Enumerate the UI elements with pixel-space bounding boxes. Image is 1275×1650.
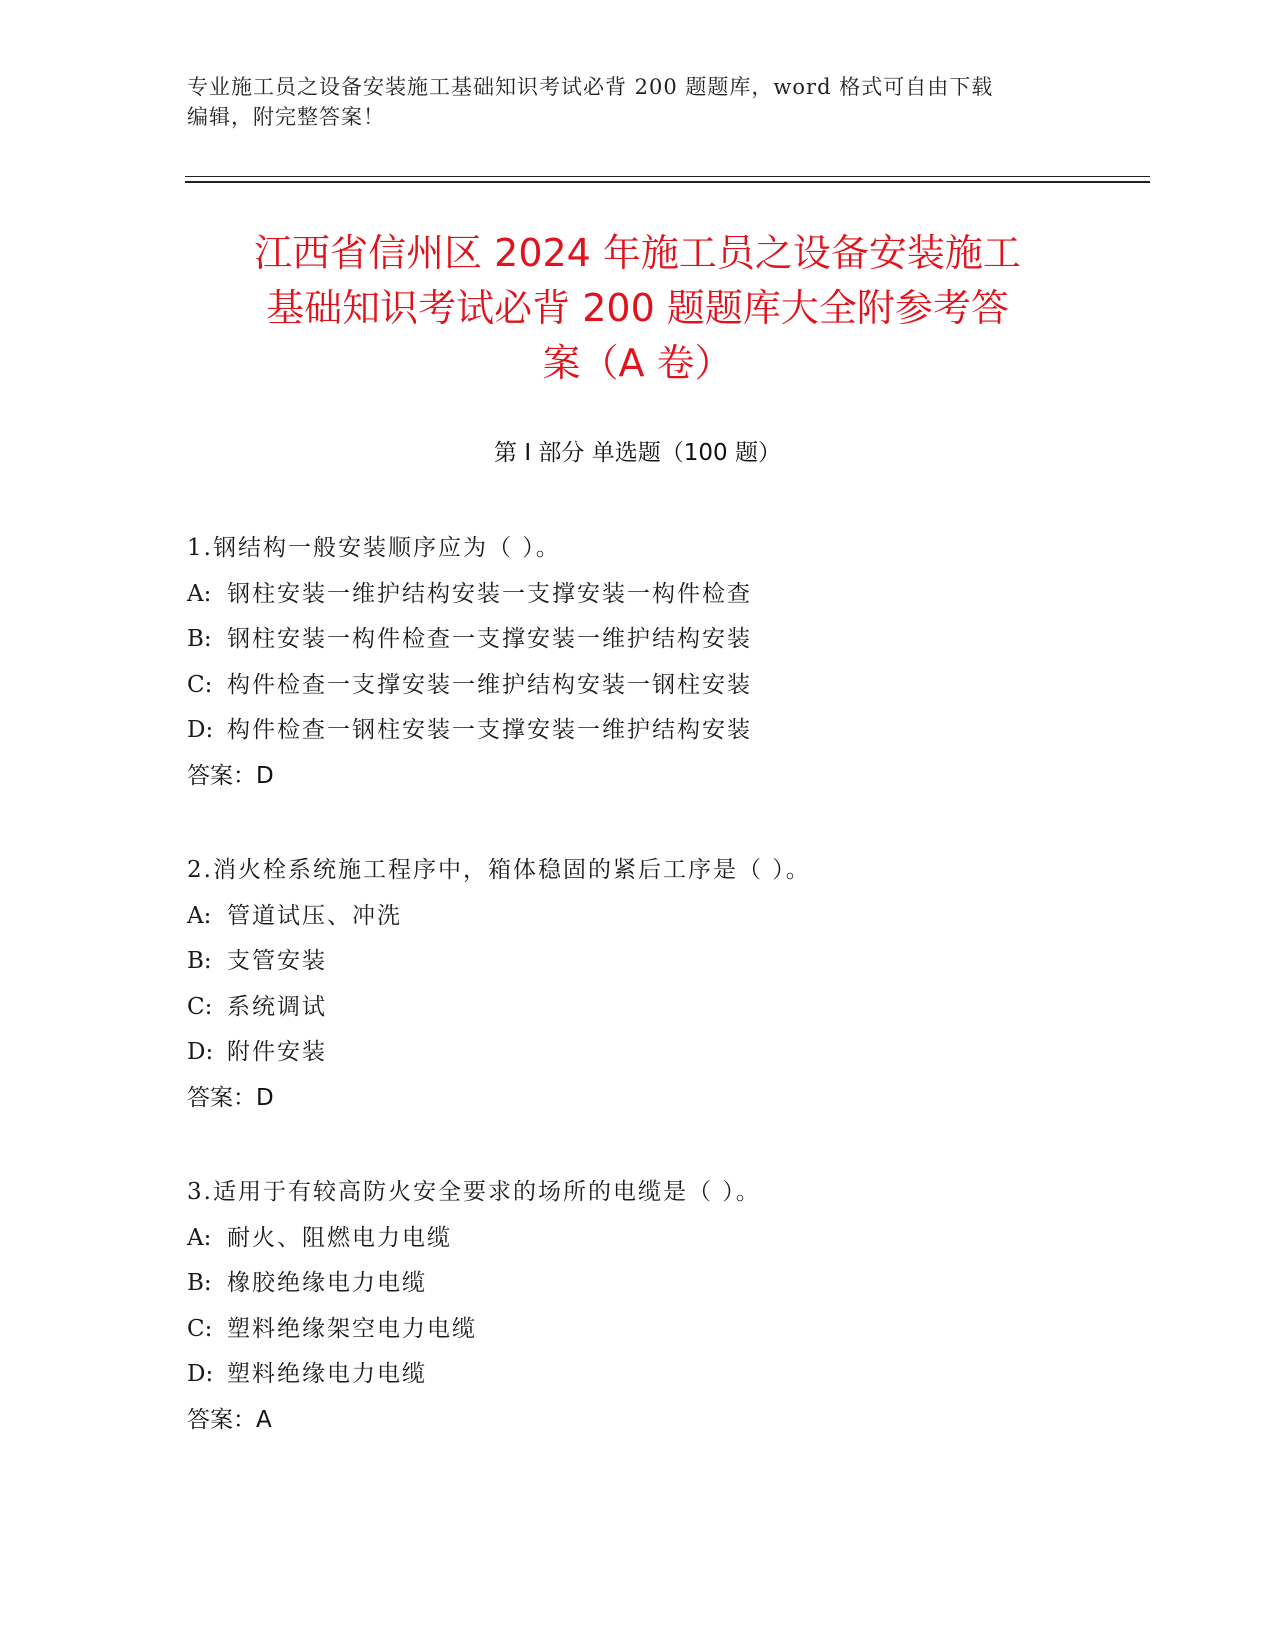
option-text: 构件检查一支撑安装一维护结构安装一钢柱安装 [227,671,752,698]
header-note-line-2: 编辑，附完整答案！ [187,105,385,129]
option-text: 钢柱安装一维护结构安装一支撑安装一构件检查 [227,580,752,607]
answer-line: 答案：A [187,1406,272,1433]
option-text: 塑料绝缘电力电缆 [227,1361,427,1387]
question-stem: 3.适用于有较高防火安全要求的场所的电缆是（ ）。 [187,1179,761,1205]
option-a [187,572,1087,618]
option-d [187,1352,1087,1398]
document-title-line-1: 江西省信州区 2024 年施工员之设备安装施工 [254,231,1021,275]
option-key: A: [187,580,212,607]
option-key: A: [187,1224,212,1251]
option-b [187,939,1087,985]
option-text: 构件检查一钢柱安装一支撑安装一维护结构安装 [227,717,752,743]
header-rule-thin [185,176,1150,177]
option-c [187,1307,1087,1353]
section-heading: 第 I 部分 单选题（100 题） [494,440,781,466]
option-key: B: [187,1270,212,1296]
answer-line: 答案：D [187,1084,274,1111]
question-1 [187,526,1087,799]
question-2 [187,848,1087,1121]
option-key: C: [187,1315,213,1342]
option-key: B: [187,626,212,652]
option-key: D: [187,1361,214,1387]
option-c [187,985,1087,1031]
option-text: 支管安装 [227,948,327,974]
option-d [187,708,1087,754]
option-text: 系统调试 [227,993,327,1020]
option-a [187,1216,1087,1262]
header-note [187,72,1067,132]
option-key: D: [187,717,214,743]
question-stem: 2.消火栓系统施工程序中，箱体稳固的紧后工序是（ ）。 [187,857,811,883]
document-title [175,226,1100,391]
option-key: C: [187,671,213,698]
option-a [187,894,1087,940]
option-key: D: [187,1039,214,1065]
header-rule-thick [185,181,1150,183]
document-title-line-3: 案（A 卷） [542,341,733,385]
option-d [187,1030,1087,1076]
answer-line: 答案：D [187,762,274,789]
option-text: 耐火、阻燃电力电缆 [227,1224,452,1251]
option-text: 钢柱安装一构件检查一支撑安装一维护结构安装 [227,626,752,652]
question-3 [187,1170,1087,1443]
option-text: 橡胶绝缘电力电缆 [227,1270,427,1296]
option-b [187,617,1087,663]
option-key: A: [187,902,212,929]
question-stem: 1.钢结构一般安装顺序应为（ ）。 [187,535,561,561]
header-note-line-1: 专业施工员之设备安装施工基础知识考试必背 200 题题库，word 格式可自由下载 [187,75,994,99]
option-text: 管道试压、冲洗 [227,902,402,929]
option-key: C: [187,993,213,1020]
option-key: B: [187,948,212,974]
option-text: 附件安装 [227,1039,327,1065]
option-c [187,663,1087,709]
option-text: 塑料绝缘架空电力电缆 [227,1315,477,1342]
document-title-line-2: 基础知识考试必背 200 题题库大全附参考答 [266,286,1009,330]
option-b [187,1261,1087,1307]
question-list [187,526,1087,1492]
